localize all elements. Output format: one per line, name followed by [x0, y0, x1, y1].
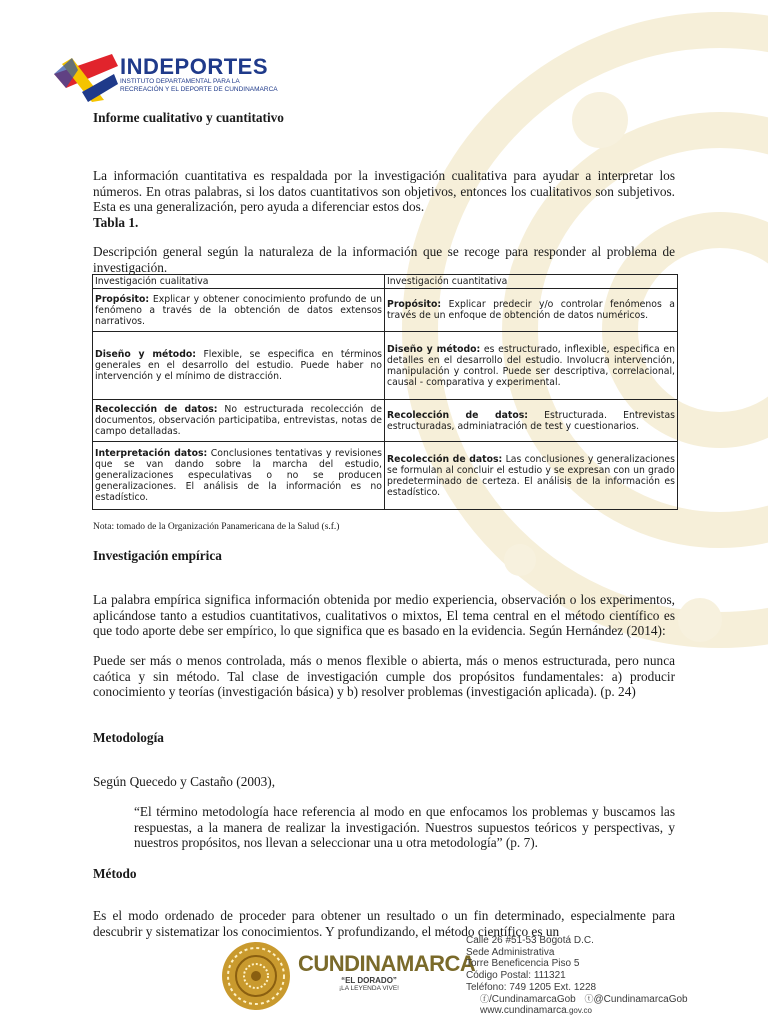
logo-name: INDEPORTES [120, 54, 269, 79]
empirica-paragraph-1: La palabra empírica significa información obtenida por medio experiencia, observación o los experimentos, aplicándose tanto a estudios cuantitativos, cualitativos o mixtos, El tema central en el método científico es que todo aporte debe ser empírico, lo que significa que es basado en la evidencia. Según Hernández (2014): [93, 592, 675, 639]
metodologia-paragraph: Según Quecedo y Castaño (2003), [93, 774, 276, 790]
footer-sede: Sede Administrativa [466, 946, 555, 958]
table-cell: Recolección de datos: Estructurada. Entrevistas estructuradas, adminiatración de test y cuestionarios. [385, 400, 678, 442]
footer-web-domain[interactable]: www.cundinamarca [480, 1005, 567, 1017]
footer-social [466, 994, 688, 1006]
table-cell: Propósito: Explicar y obtener conocimiento profundo de un fenómeno a través de la obtención de datos extensos narrativos. [93, 289, 385, 332]
brand-tagline: “EL DORADO” [341, 976, 397, 985]
table-row [93, 400, 678, 442]
footer-address: Calle 26 #51-53 Bogotá D.C. [466, 935, 594, 946]
cundinamarca-brand [298, 951, 476, 997]
table-note: Nota: tomado de la Organización Panamericana de la Salud (s.f.) [93, 522, 340, 532]
table-cell: Diseño y método: Flexible, se especifica en términos generales en el desarrollo del estudio. Puede haber no intervención y el mínimo de distracción. [93, 332, 385, 400]
header-cualitativa: Investigación cualitativa [93, 275, 385, 289]
heading-metodologia: Metodología [93, 730, 164, 745]
table-cell: Recolección de datos: No estructurada recolección de documentos, observación participatiba, entrevistas, notas de campo detalladas. [93, 400, 385, 442]
indeportes-logo-text [120, 56, 280, 93]
metodo-paragraph: Es el modo ordenado de proceder para obtener un resultado o un fin determinado, especialmente para descubrir y sistematizar los conocimientos. Y profundizando, el método científico es un [93, 908, 675, 939]
facebook-icon[interactable]: ⓕ [480, 993, 490, 1004]
heading-metodo: Método [93, 866, 137, 881]
table-header-row [93, 275, 678, 289]
twitter-handle[interactable]: @CundinamarcaGob [593, 993, 688, 1005]
table-description: Descripción general según la naturaleza de la información que se recoge para responder al problema de investigación. [93, 244, 675, 275]
footer-postal: Código Postal: 111321 [466, 970, 566, 982]
table-row [93, 332, 678, 400]
logo-subtitle: INSTITUTO DEPARTAMENTAL PARA LA RECREACIÓN Y EL DEPORTE DE CUNDINAMARCA [120, 78, 278, 93]
dorado-seal-icon [220, 940, 292, 1012]
empirica-paragraph-2: Puede ser más o menos controlada, más o menos flexible o abierta, más o menos estructurada, pero nunca caótica y sin método. Tal clase de investigación cumple dos propósitos fundamentales: a) producir conocimiento y teorías (investigación básica) y b) resolver problemas (investigación aplicada). (p. 24) [93, 653, 675, 700]
brand-slogan: ¡LA LEYENDA VIVE! [339, 985, 399, 992]
metodologia-quote: “El término metodología hace referencia al modo en que enfocamos los problemas y buscamos las respuestas, a la manera de realizar la investigación. Nuestros supuestos teóricos y perspectivas, y nuestros propósitos, nos llevan a seleccionar una u otra metodología” (p. 7). [134, 804, 675, 851]
table-cell: Recolección de datos: Las conclusiones y generalizaciones se formulan al concluir el estudio y se expresan con un grado predeterminado de certeza. El análisis de la información es estadístico. [385, 442, 678, 510]
brand-name: CUNDINAMARCA [298, 951, 476, 976]
table-row [93, 442, 678, 510]
footer-web-suffix[interactable]: .gov.co [566, 1006, 592, 1016]
footer-phone: Teléfono: 749 1205 Ext. 1228 [466, 981, 597, 993]
table-row [93, 289, 678, 332]
footer-torre: Torre Beneficencia Piso 5 [466, 958, 580, 970]
facebook-handle[interactable]: /CundinamarcaGob [489, 993, 576, 1005]
document-title: Informe cualitativo y cuantitativo [93, 110, 284, 125]
comparison-table [92, 274, 678, 510]
table-cell: Diseño y método: es estructurado, inflexible, especifica en detalles en el desarrollo del estudio. Involucra intervención, manipulación y control. Puede ser descriptiva, correlacional, causal - comparativa y experimental. [385, 332, 678, 400]
table-cell: Propósito: Explicar predecir y/o controlar fenómenos a través de un enfoque de obtención de datos numéricos. [385, 289, 678, 332]
intro-paragraph: La información cuantitativa es respaldada por la investigación cualitativa para ayudar a interpretar los números. En otras palabras, si los datos cuantitativos son objetivos, entonces los cualitativos son subjetivos. Esta es una generalización, pero ayuda a diferenciar estos dos. [93, 168, 675, 215]
twitter-icon[interactable]: ⓣ [584, 993, 594, 1004]
table-label: Tabla 1. [93, 215, 139, 230]
heading-investigacion-empirica: Investigación empírica [93, 548, 222, 563]
footer-web[interactable] [466, 1005, 688, 1017]
table-cell: Interpretación datos: Conclusiones tentativas y revisiones que se van dando sobre la marcha del estudio, generalizaciones especulativas o no se producen generalizaciones. El análisis de la información es no estadístico. [93, 442, 385, 510]
header-cuantitativa: Investigación cuantitativa [385, 275, 678, 289]
footer-contact [466, 935, 688, 1017]
